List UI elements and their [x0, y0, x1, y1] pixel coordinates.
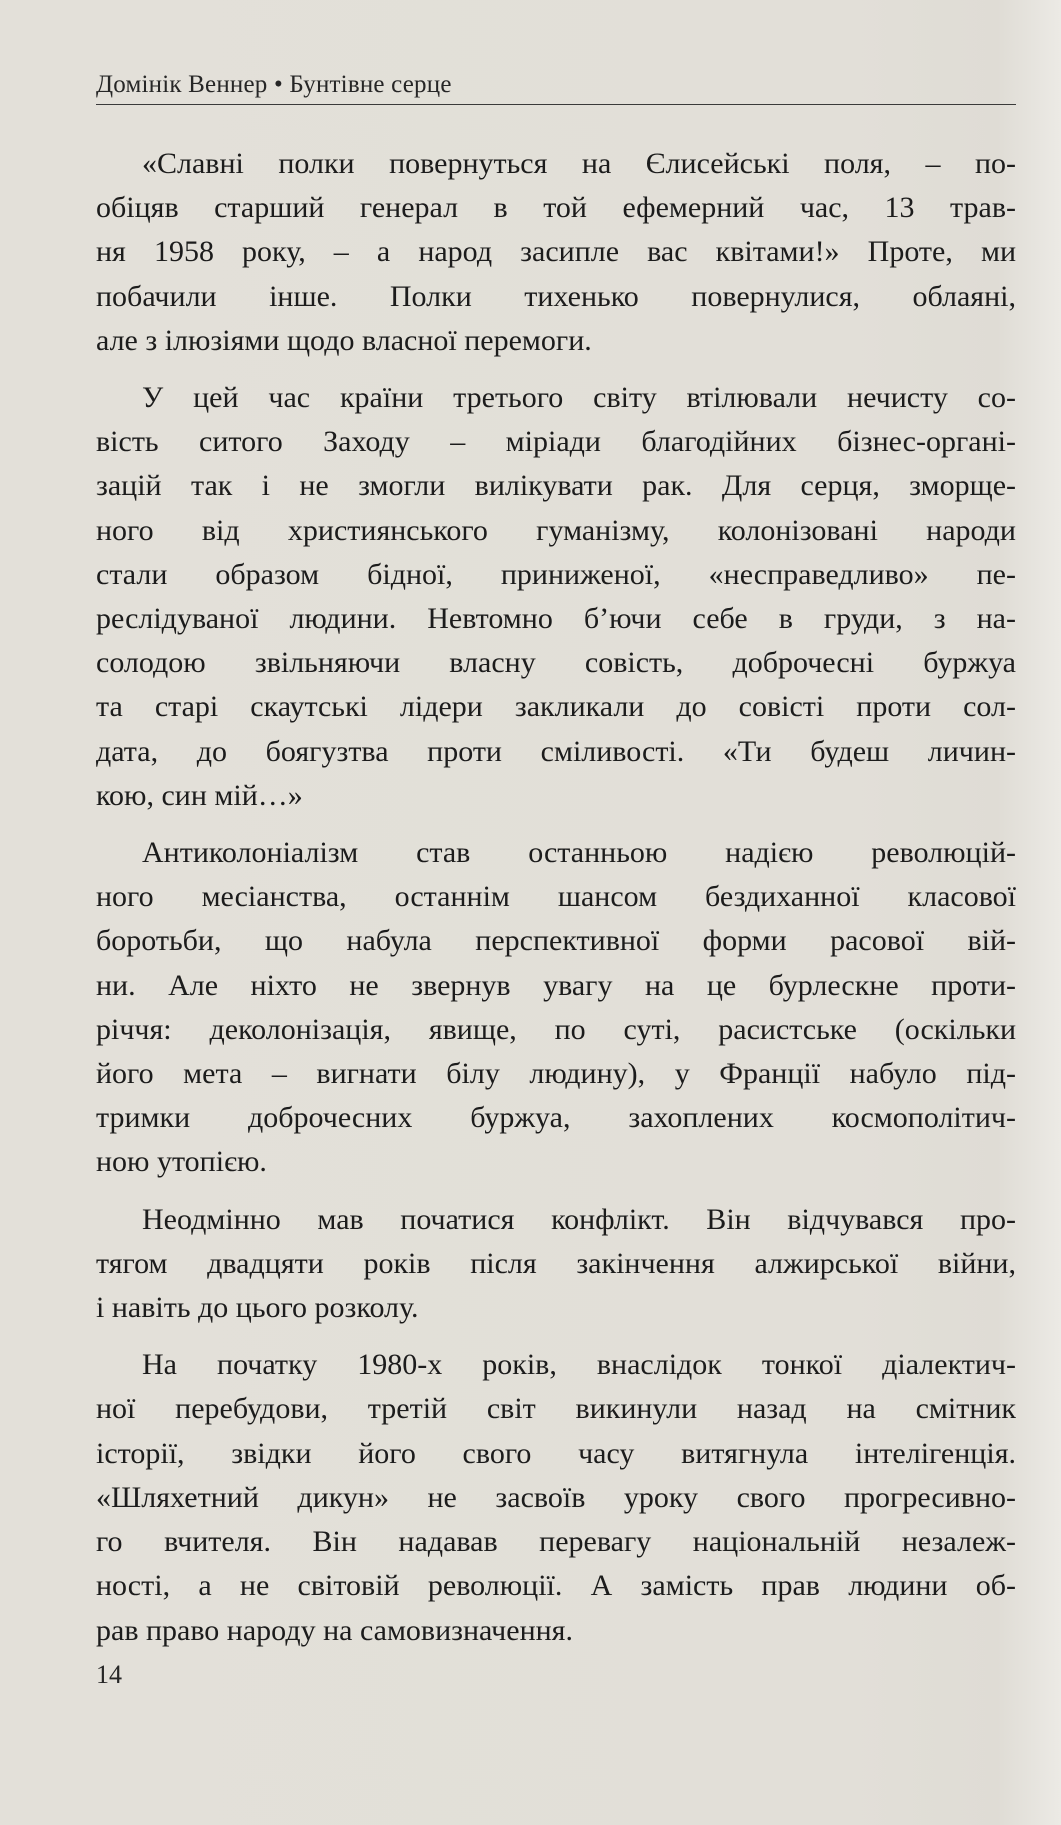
paragraph-5	[96, 1343, 1016, 1652]
text-line: Неодмінно мав початися конфлікт. Він відчувався про-	[142, 1202, 1016, 1236]
text-line: боротьби, що набула перспективної форми расової вій-	[96, 924, 1016, 958]
text-line: ності, а не світовій революції. А замість прав людини об-	[96, 1569, 1016, 1603]
text-line: «Шляхетний дикун» не засвоїв уроку свого прогресивно-	[96, 1480, 1016, 1514]
text-line: «Славні полки повернуться на Єлисейські поля, – по-	[142, 147, 1016, 180]
text-line: реслідуваної людини. Невтомно б’ючи себе в груди, з на-	[96, 602, 1016, 636]
text-line: тримки доброчесних буржуа, захоплених космополітич-	[96, 1101, 1016, 1135]
body-text	[96, 142, 1016, 1653]
paragraph-2	[96, 376, 1016, 818]
text-line: історії, звідки його свого часу витягнула інтелігенція.	[96, 1436, 1016, 1470]
running-head: Домінік Веннер • Бунтівне серце	[96, 71, 452, 98]
text-line: та старі скаутські лідери закликали до совісті проти сол-	[96, 690, 1016, 724]
text-line: побачили інше. Полки тихенько повернулися, облаяні,	[96, 279, 1016, 313]
text-line: ня 1958 року, – а народ засипле вас квітами!» Проте, ми	[96, 235, 1016, 269]
text-line: обіцяв старший генерал в той ефемерний час, 13 трав-	[96, 191, 1016, 225]
text-line: вість ситого Заходу – міріади благодійних бізнес-органі-	[96, 425, 1016, 459]
text-line: зацій так і не змогли вилікувати рак. Для серця, зморще-	[96, 469, 1016, 503]
text-line: солодою звільняючи власну совість, доброчесні буржуа	[96, 646, 1016, 680]
text-line: Антиколоніалізм став останньою надією революцій-	[142, 836, 1016, 870]
page-number: 14	[96, 1660, 122, 1689]
text-line: тягом двадцяти років після закінчення алжирської війни,	[96, 1246, 1016, 1280]
text-line: На початку 1980-х років, внаслідок тонкої діалектич-	[142, 1348, 1016, 1382]
text-line: ною утопією.	[96, 1145, 267, 1179]
text-line: стали образом бідної, приниженої, «несправедливо» пе-	[96, 557, 1016, 591]
text-line: У цей час країни третього світу втілювали нечисту со-	[142, 381, 1016, 415]
text-line: але з ілюзіями щодо власної перемоги.	[96, 323, 592, 357]
text-line: ного месіанства, останнім шансом бездиханної класової	[96, 880, 1016, 914]
text-line: річчя: деколонізація, явище, по суті, расистське (оскільки	[96, 1012, 1016, 1046]
text-line: кою, син мій…»	[96, 778, 303, 812]
paragraph-3	[96, 831, 1016, 1185]
text-line: ни. Але ніхто не звернув увагу на це бурлескне проти-	[96, 968, 1016, 1002]
paragraph-1	[96, 142, 1016, 363]
text-line: дата, до боягузтва проти сміливості. «Ти будеш личин-	[96, 734, 1016, 768]
text-line: його мета – вигнати білу людину), у Франції набуло під-	[96, 1057, 1016, 1091]
text-line: і навіть до цього розколу.	[96, 1291, 419, 1325]
header-rule	[96, 104, 1016, 105]
text-line: рав право народу на самовизначення.	[96, 1613, 573, 1647]
text-line: го вчителя. Він надавав перевагу національній незалеж-	[96, 1525, 1016, 1559]
paragraph-4	[96, 1198, 1016, 1331]
text-line: ного від християнського гуманізму, колонізовані народи	[96, 513, 1016, 547]
text-line: ної перебудови, третій світ викинули назад на смітник	[96, 1392, 1016, 1426]
